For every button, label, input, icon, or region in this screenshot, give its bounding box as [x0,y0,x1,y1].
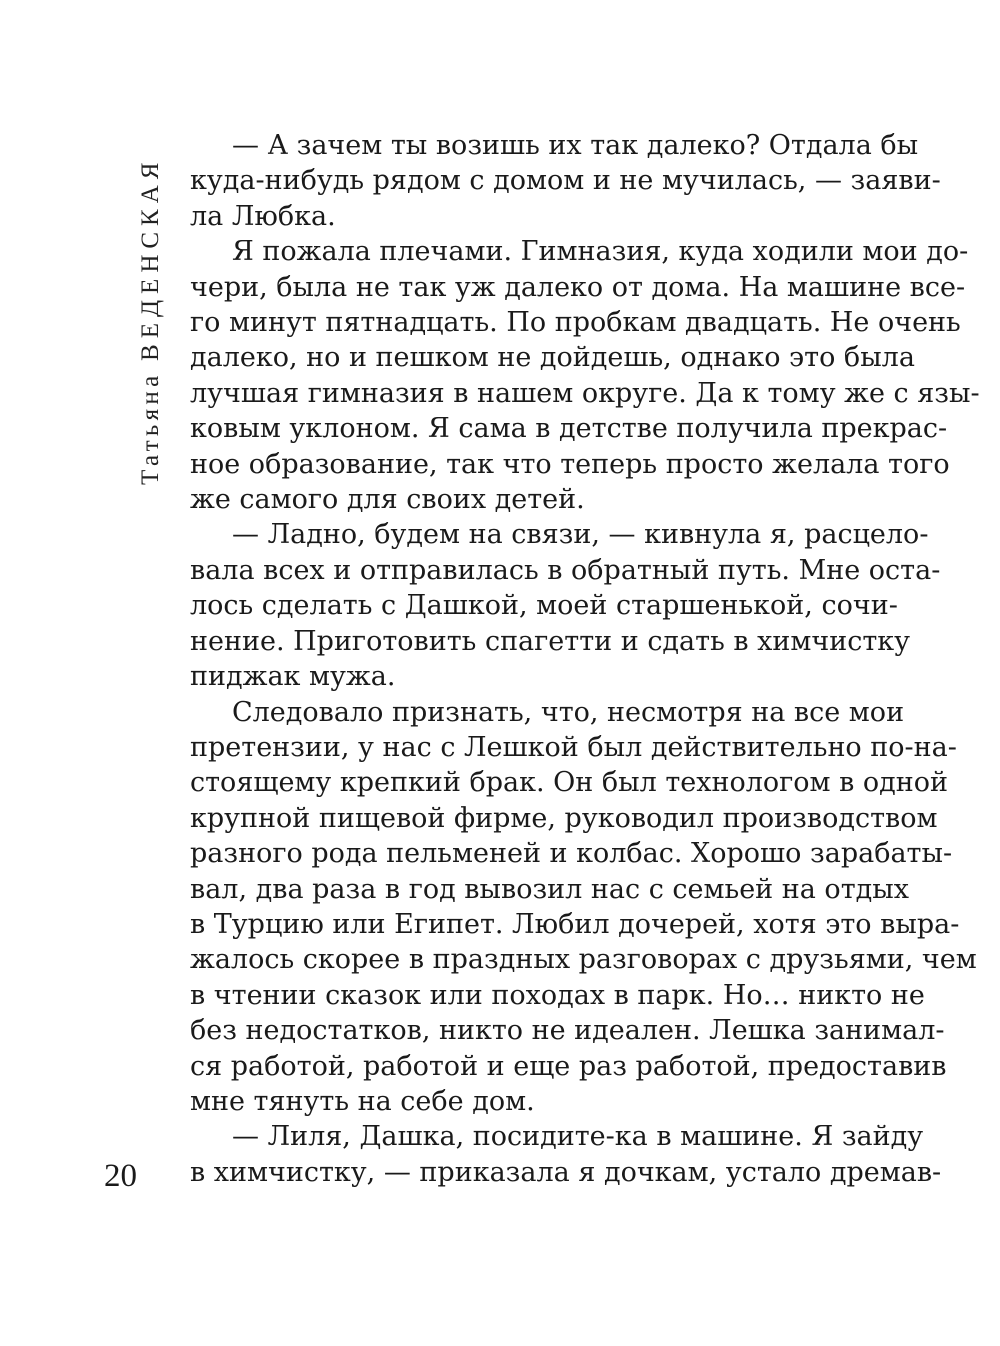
text-line: лось сделать с Дашкой, моей старшенькой, сочи- [190,590,898,622]
text-line: ла Любка. [190,200,336,232]
text-line: крупной пищевой фирме, руководил производством [190,802,938,834]
text-line: пиджак мужа. [190,661,396,693]
author-surname: ВЕДЕНСКАЯ [137,156,164,361]
text-line: ся работой, работой и еще раз работой, предоставив [190,1050,947,1082]
text-line: лучшая гимназия в нашем округе. Да к тому же с язы- [190,377,980,409]
text-line: мне тянуть на себе дом. [190,1085,535,1117]
text-line: го минут пятнадцать. По пробкам двадцать. Не очень [190,307,961,339]
text-line: претензии, у нас с Лешкой был действительно по-на- [190,731,957,763]
body-text [190,128,980,1190]
text-line: ковым уклоном. Я сама в детстве получила прекрас- [190,413,948,445]
text-line: Следовало признать, что, несмотря на все мои [232,696,905,728]
running-head-author [137,135,165,485]
text-line: в чтении сказок или походах в парк. Но… никто не [190,979,925,1011]
text-line: куда-нибудь рядом с домом и не мучилась, — заяви- [190,165,941,197]
text-line: — Ладно, будем на связи, — кивнула я, расцело- [232,519,929,551]
text-line: вал, два раза в год вывозил нас с семьей на отдых [190,873,909,905]
text-line: — Лиля, Дашка, посидите-ка в машине. Я зайду [232,1121,924,1153]
text-line: же самого для своих детей. [190,484,585,516]
text-line: разного рода пельменей и колбас. Хорошо зарабаты- [190,838,953,870]
text-line: — А зачем ты возишь их так далеко? Отдала бы [232,130,919,161]
text-line: далеко, но и пешком не дойдешь, однако это была [190,342,915,374]
text-line: в Турцию или Египет. Любил дочерей, хотя это выра- [190,908,960,940]
text-line: нение. Приготовить спагетти и сдать в химчистку [190,625,911,657]
text-line: в химчистку, — приказала я дочкам, устало дремав- [190,1156,942,1188]
page-number: 20 [104,1158,137,1194]
text-line: жалось скорее в праздных разговорах с друзьями, чем [190,944,977,976]
text-line: вала всех и отправилась в обратный путь. Мне оста- [190,554,941,586]
text-line: ное образование, так что теперь просто желала того [190,448,950,480]
author-first-name: Татьяна [137,371,164,485]
text-line: стоящему крепкий брак. Он был технологом в одной [190,767,949,799]
text-line: без недостатков, никто не идеален. Лешка занимал- [190,1015,945,1047]
text-line: Я пожала плечами. Гимназия, куда ходили мои до- [232,236,969,268]
text-line: чери, была не так уж далеко от дома. На машине все- [190,271,966,303]
